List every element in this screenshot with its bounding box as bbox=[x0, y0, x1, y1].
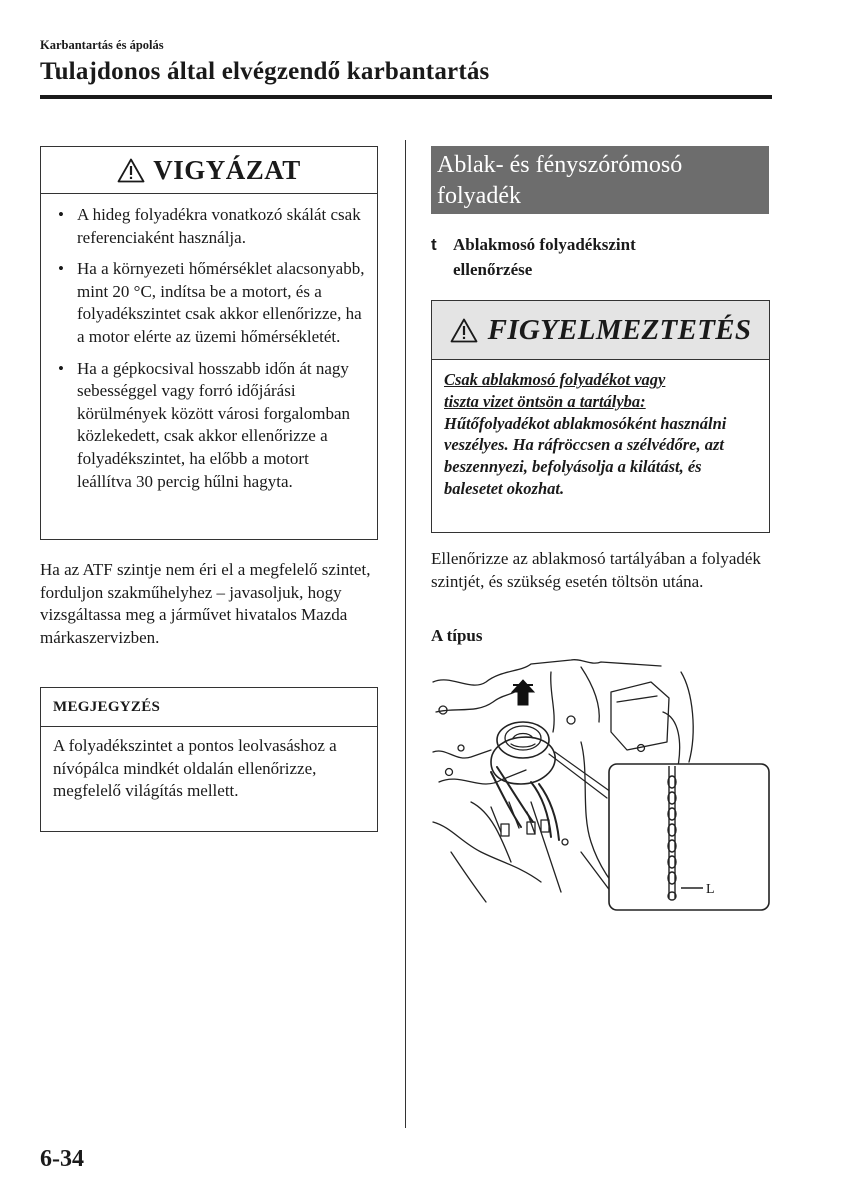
warning-line1: Csak ablakmosó folyadékot vagy bbox=[444, 370, 666, 389]
sub-heading bbox=[431, 232, 761, 282]
caution-title: VIGYÁZAT bbox=[153, 154, 301, 185]
warning-line2: tiszta vizet öntsön a tartályba: bbox=[444, 391, 646, 411]
column-divider bbox=[405, 140, 406, 1128]
warning-title: FIGYELMEZTETÉS bbox=[487, 313, 752, 346]
note-body: A folyadékszintet a pontos leolvasáshoz a nívópálca mindkét oldalán ellenőrizze, megfelelő világítás mellett. bbox=[53, 736, 337, 801]
warning-triangle-icon bbox=[117, 158, 145, 183]
list-item: • Ha a gépkocsival hosszabb időn át nagy sebességgel vagy forró időjárási körülmények között városi forgalomban közlekedett, csak akkor ellenőrizze a folyadékszintet, ha előbb a motort leállítva 30 percig hűlni hagyta. bbox=[77, 358, 365, 494]
forward-arrow-icon bbox=[512, 680, 534, 705]
caution-list bbox=[41, 194, 377, 493]
section-label: Karbantartás és ápolás bbox=[40, 38, 164, 52]
list-item: • A hideg folyadékra vonatkozó skálát csak referenciaként használja. bbox=[77, 204, 365, 249]
warning-text: Hűtőfolyadékot ablakmosóként használni veszélyes. Ha ráfröccsen a szélvédőre, azt beszennyezi, befolyásolja a kilátást, és balesetet okozhat. bbox=[444, 413, 727, 498]
atf-paragraph: Ha az ATF szintje nem éri el a megfelelő szintet, forduljon szakműhelyhez – javasoljuk, hogy vizsgáltassa meg a járművet hivatalos Mazda márkaszervizben. bbox=[40, 560, 371, 647]
warning-box bbox=[431, 300, 770, 533]
caution-header bbox=[41, 147, 377, 194]
sub-heading-line2: ellenőrzése bbox=[453, 260, 533, 279]
type-label: A típus bbox=[431, 626, 483, 645]
section-heading: Ablak- és fényszórómosó folyadék bbox=[431, 146, 769, 214]
level-label: L bbox=[706, 882, 715, 897]
note-box bbox=[40, 687, 378, 832]
sub-heading-line1: Ablakmosó folyadékszint bbox=[453, 235, 636, 254]
page-number: 6-34 bbox=[40, 1146, 84, 1172]
washer-reservoir-diagram bbox=[431, 652, 771, 912]
page-title: Tulajdonos által elvégzendő karbantartás bbox=[40, 58, 490, 85]
note-title: MEGJEGYZÉS bbox=[41, 688, 377, 727]
check-paragraph: Ellenőrizze az ablakmosó tartályában a folyadék szintjét, és szükség esetén töltsön utána. bbox=[431, 549, 761, 591]
warning-body bbox=[432, 360, 769, 500]
list-item: • Ha a környezeti hőmérséklet alacsonyabb, mint 20 °C, indítsa be a motort, és a folyadékszintet csak akkor ellenőrizze, ha a motor elérte az üzemi hőmérsékletét. bbox=[77, 258, 365, 348]
caution-box bbox=[40, 146, 378, 540]
title-rule bbox=[40, 95, 772, 99]
warning-triangle-icon bbox=[450, 318, 478, 343]
warning-header bbox=[432, 301, 769, 360]
sub-heading-marker: t bbox=[431, 235, 437, 254]
